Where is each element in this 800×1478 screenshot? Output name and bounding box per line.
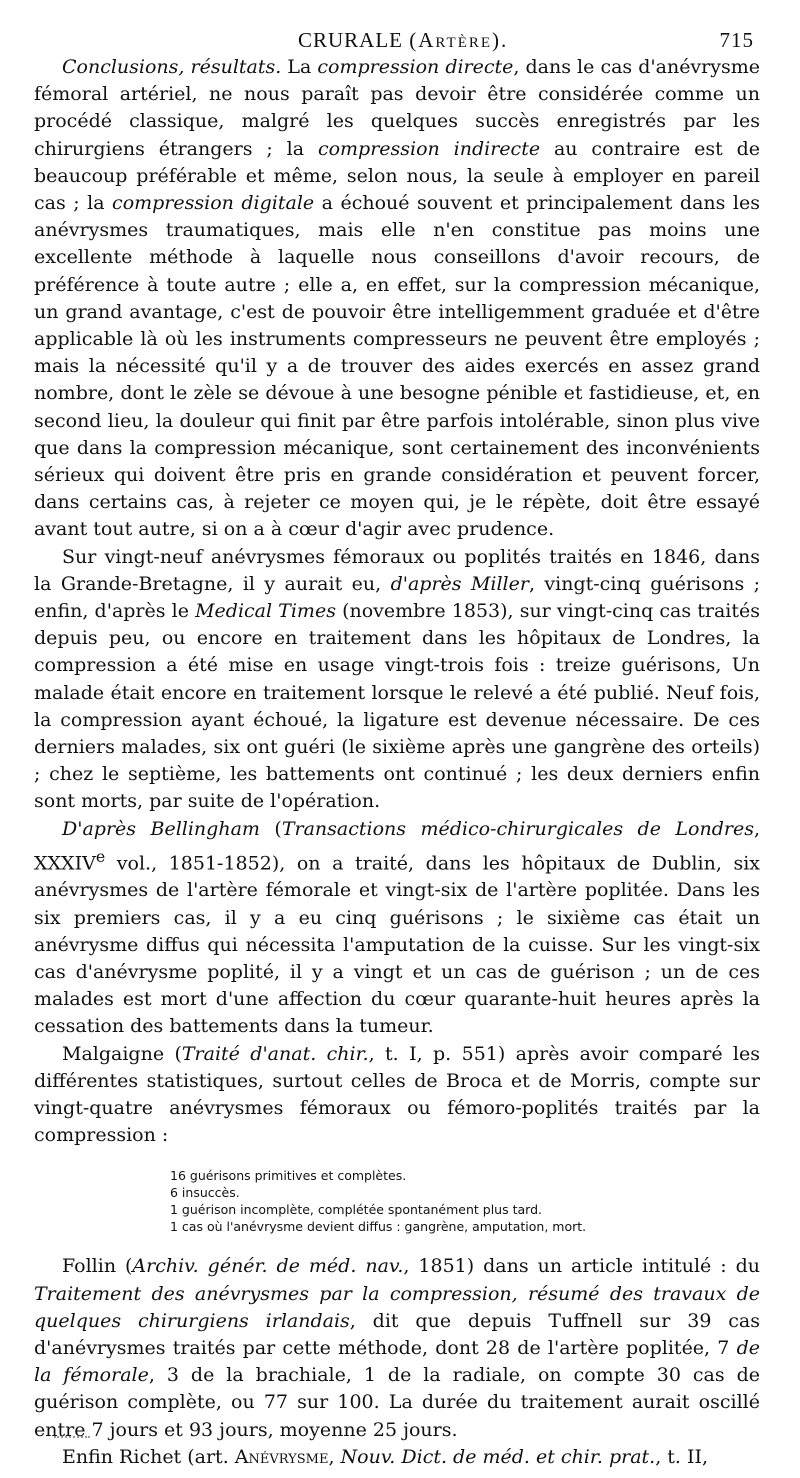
text-run: , vingt-cinq guérisons ; enfin, d'après le — [34, 572, 761, 623]
list-item: 16 guérisons primitives et complètes. — [170, 1168, 407, 1184]
italic-run: Nouv. Dict. de méd. et chir. prat. — [340, 1445, 656, 1468]
list-item: 1 guérison incomplète, complétée spontanément plus tard. — [170, 1202, 542, 1218]
text-run: vol., 1851-1852), on a traité, dans les hôpitaux de Dublin, six anévrysmes de l'artère fémorale et vingt-six de l'artère poplitée. Dans les six premiers cas, il y a eu cinq guérisons ; le sixième cas était un anévrysme diffus qui nécessita l'amputation de la cuisse. Sur les vingt-six cas d'anévrysme poplité, il y a vingt et un cas de guérison ; un de ces malades est mort d'une affection du cœur quarante-huit heures après la cessation des battements dans la tumeur. — [34, 852, 760, 1038]
footer-mark — [54, 1436, 90, 1440]
italic-run: Transactions médico-chirurgicales de Londres — [281, 817, 754, 840]
page-number: 715 — [719, 28, 754, 52]
text-run: Enfin Richet (art. — [62, 1445, 235, 1468]
superscript: e — [95, 846, 106, 866]
text-run: , t. II, — [655, 1445, 709, 1468]
italic-run: Traitement des anévrysmes par la compression, résumé des travaux de quelques chirurgiens irlandais — [34, 1282, 760, 1332]
italic-run: compression indirecte — [317, 137, 541, 160]
text-run: au contraire est de beaucoup préférable et même, selon nous, la seule à employer en pareil cas ; la — [34, 137, 761, 215]
text-run: , 3 de la brachiale, 1 de la radiale, on compte 30 cas de guérison complète, ou 77 sur 100. La durée du traitement aurait oscillé entre 7 jours et 93 jours, moyenne 25 jours. — [34, 1364, 760, 1441]
text-run: , XXXIV — [34, 817, 761, 875]
text-run: a échoué souvent et principalement dans les anévrysmes traumatiques, mais elle n'en constitue pas moins une excellente méthode à laquelle nous conseillons d'avoir recours, de préférence à toute autre ; elle a, en effet, sur la compression mécanique, un grand avantage, c'est de pouvoir être intelligemment graduée et d'être applicable là où les instruments compresseurs ne peuvent être employés ; mais la nécessité qu'il y a de trouver des aides exercés en assez grand nombre, dont le zèle se dévoue à une besogne pénible et fastidieuse, et, en second lieu, la douleur qui finit par être parfois intolérable, sinon plus vive que dans la compression mécanique, sont certainement des inconvénients sérieux qui doivent être pris en grande considération et peuvent forcer, dans certains cas, à rejeter ce moyen qui, je le répète, doit être essayé avant tout autre, si on a à cœur d'agir avec prudence. — [34, 192, 760, 541]
paragraph-miller — [34, 544, 760, 816]
list-item: 6 insuccès. — [170, 1185, 240, 1201]
text-run: , dans le cas d'anévrysme fémoral artériel, ne nous paraît pas devoir être considérée comme un procédé classique, malgré les quelques succès enregistrés par les chirurgiens étrangers ; la — [34, 56, 760, 160]
italic-run: compression digitale — [112, 192, 315, 215]
italic-run: compression directe — [317, 56, 514, 78]
text-run: Malgaigne ( — [62, 1042, 182, 1065]
paragraph-follin — [34, 1253, 760, 1443]
running-header — [34, 24, 760, 54]
section-lead: Conclusions, résultats. — [62, 56, 282, 78]
italic-run: Medical Times — [195, 600, 336, 623]
running-title — [298, 28, 508, 53]
italic-run: Traité d'anat. chir. — [181, 1042, 369, 1065]
italic-run: de la fémorale — [34, 1337, 760, 1387]
running-title-sub: (Artère). — [409, 28, 509, 52]
text-run: , — [328, 1445, 341, 1468]
paragraph-richet — [34, 1444, 760, 1471]
paragraph-bellingham — [34, 816, 760, 1041]
statistics-list — [170, 1167, 760, 1235]
text-run: , t. I, p. 551) après avoir comparé les différentes statistiques, surtout celles de Broca et de Morris, compte sur vingt-quatre anévrysmes fémoraux ou fémoro-poplités traités par la compression : — [34, 1042, 761, 1147]
page — [34, 24, 760, 1471]
small-caps-run: Anévrysme — [234, 1445, 329, 1468]
text-run: , dit que depuis Tuffnell sur 39 cas d'anévrysmes traités par cette méthode, dont 28 de l'artère poplitée, 7 — [34, 1309, 760, 1360]
text-run: La — [281, 56, 318, 78]
text-run: (novembre 1853), sur vingt-cinq cas traités depuis peu, ou encore en traitement dans les hôpitaux de Londres, la compression a été mise en usage vingt-trois fois : treize guérisons, Un malade était encore en traitement lorsque le relevé a été publié. Neuf fois, la compression ayant échoué, la ligature est devenue nécessaire. De ces derniers malades, six ont guéri (le sixième après une gangrène des orteils) ; chez le septième, les battements ont continué ; les deux derniers enfin sont morts, par suite de l'opération. — [34, 600, 760, 813]
italic-run: Archiv. génér. de méd. nav. — [132, 1255, 404, 1278]
paragraph-conclusions — [34, 54, 760, 544]
running-title-main: CRURALE — [298, 28, 404, 52]
text-run: Sur vingt-neuf anévrysmes fémoraux ou poplités traités en 1846, dans la Grande-Bretagne, il y aurait eu, — [34, 545, 760, 595]
text-run: ( — [259, 817, 282, 840]
paragraph-malgaigne — [34, 1041, 760, 1150]
text-run: , 1851) dans un article intitulé : du — [403, 1255, 760, 1278]
italic-run: d'après Miller — [390, 572, 529, 595]
italic-run: D'après Bellingham — [62, 817, 260, 840]
list-item: 1 cas où l'anévrysme devient diffus : gangrène, amputation, mort. — [170, 1219, 587, 1235]
text-run: Follin ( — [62, 1255, 133, 1278]
